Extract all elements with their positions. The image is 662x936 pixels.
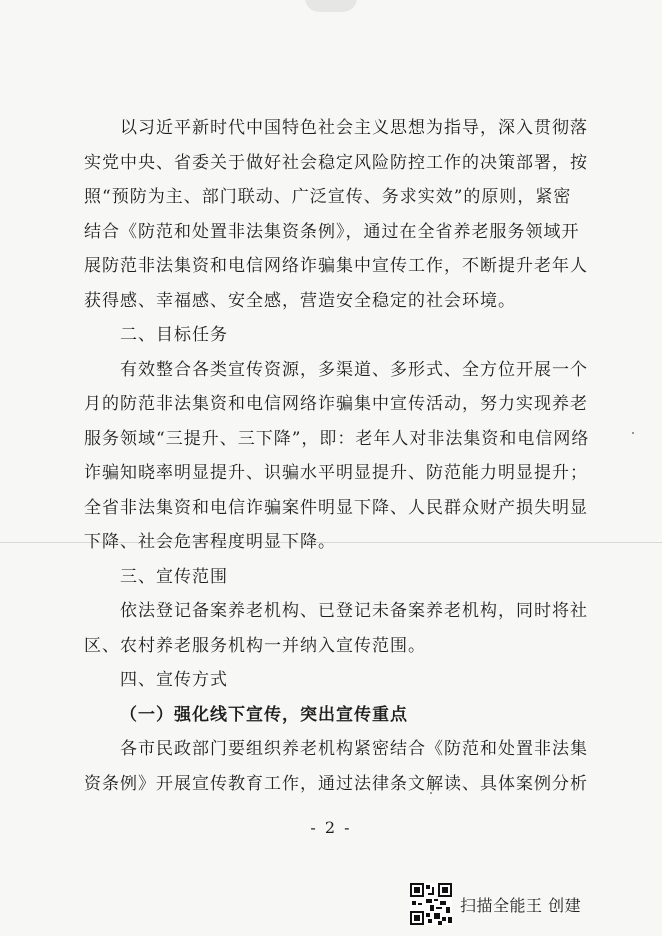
paragraph-line: 资条例》开展宣传教育工作，通过法律条文解读、具体案例分析 [84, 773, 588, 794]
paragraph-line: 有效整合各类宣传资源，多渠道、多形式、全方位开展一个 [120, 359, 588, 380]
section-heading-goals: 二、目标任务 [120, 325, 228, 345]
subsection-heading: （一）强化线下宣传，突出宣传重点 [120, 704, 408, 725]
scan-mark [305, 0, 357, 12]
paragraph-line: 获得感、幸福感、安全感，营造安全稳定的社会环境。 [84, 290, 516, 311]
paragraph-line: 下降、社会危害程度明显下降。 [84, 532, 336, 552]
watermark-text: 扫描全能王 创建 [460, 895, 582, 915]
paragraph-line: 各市民政部门要组织养老机构紧密结合《防范和处置非法集 [120, 739, 588, 759]
paragraph-line: 依法登记备案养老机构、已登记未备案养老机构，同时将社 [120, 601, 588, 621]
paragraph-line: 实党中央、省委关于做好社会稳定风险防控工作的决策部署，按 [84, 152, 588, 173]
paragraph-line: 照“预防为主、部门联动、广泛宣传、务求实效”的原则，紧密 [84, 187, 572, 207]
paragraph-line: 结合《防范和处置非法集资条例》，通过在全省养老服务领域开 [84, 221, 580, 242]
page-number: - 2 - [310, 818, 352, 837]
paragraph-line: 展防范非法集资和电信网络诈骗集中宣传工作，不断提升老年人 [84, 256, 588, 276]
section-heading-methods: 四、宣传方式 [120, 670, 228, 690]
scan-speck [632, 432, 634, 434]
paragraph-line: 全省非法集资和电信诈骗案件明显下降、人民群众财产损失明显 [84, 497, 588, 518]
paragraph-line: 月的防范非法集资和电信网络诈骗集中宣传活动，努力实现养老 [84, 394, 588, 414]
paragraph-line: 以习近平新时代中国特色社会主义思想为指导，深入贯彻落 [120, 118, 588, 138]
scanner-watermark [410, 882, 581, 926]
paragraph-line: 区、农村养老服务机构一并纳入宣传范围。 [84, 635, 426, 656]
paragraph-line: 诈骗知晓率明显提升、识骗水平明显提升、防范能力明显提升； [84, 463, 588, 483]
document-body [84, 111, 590, 801]
section-heading-scope: 三、宣传范围 [120, 566, 228, 587]
paragraph-line: 服务领域“三提升、三下降”，即：老年人对非法集资和电信网络 [84, 428, 590, 449]
qr-code-icon [410, 883, 452, 925]
